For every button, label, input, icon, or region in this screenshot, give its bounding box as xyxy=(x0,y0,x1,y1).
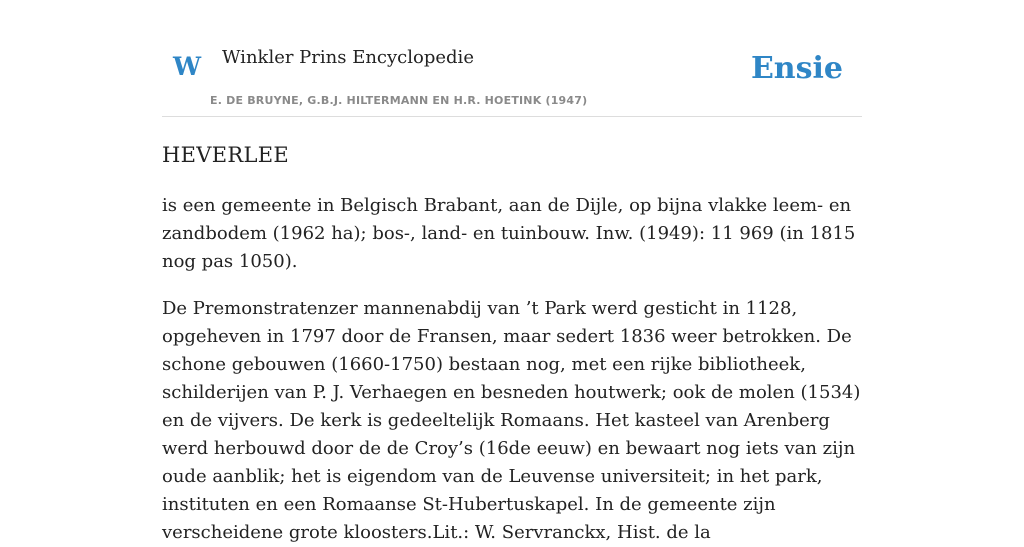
ensie-brand-logo[interactable]: Ensie xyxy=(750,51,843,86)
article xyxy=(162,140,868,547)
source-authors: E. DE BRUYNE, G.B.J. HILTERMANN EN H.R. HOETINK (1947) xyxy=(210,94,588,107)
source-title[interactable]: Winkler Prins Encyclopedie xyxy=(222,47,474,68)
winkler-prins-logo-icon[interactable]: W xyxy=(173,52,202,81)
source-header xyxy=(162,0,862,117)
article-paragraph: De Premonstratenzer mannenabdij van ’t Park werd gesticht in 1128, opgeheven in 1797 door de Fransen, maar sedert 1836 weer betrokken. De schone gebouwen (1660-1750) bestaan nog, met een rijke bibliotheek, schilderijen van P. J. Verhaegen en besneden houtwerk; ook de molen (1534) en de vijvers. De kerk is gedeeltelijk Romaans. Het kasteel van Arenberg werd herbouwd door de de Croy’s (16de eeuw) en bewaart nog iets van zijn oude aanblik; het is eigendom van de Leuvense universiteit; in het park, instituten en een Romaanse St-Hubertuskapel. In de gemeente zijn verscheidene grote kloosters.Lit.: W. Servranckx, Hist. de la xyxy=(162,298,861,543)
article-headword: HEVERLEE xyxy=(162,143,289,167)
article-paragraph: is een gemeente in Belgisch Brabant, aan de Dijle, op bijna vlakke leem- en zandbodem (1962 ha); bos-, land- en tuinbouw. Inw. (1949): 11 969 (in 1815 nog pas 1050). xyxy=(162,195,856,272)
